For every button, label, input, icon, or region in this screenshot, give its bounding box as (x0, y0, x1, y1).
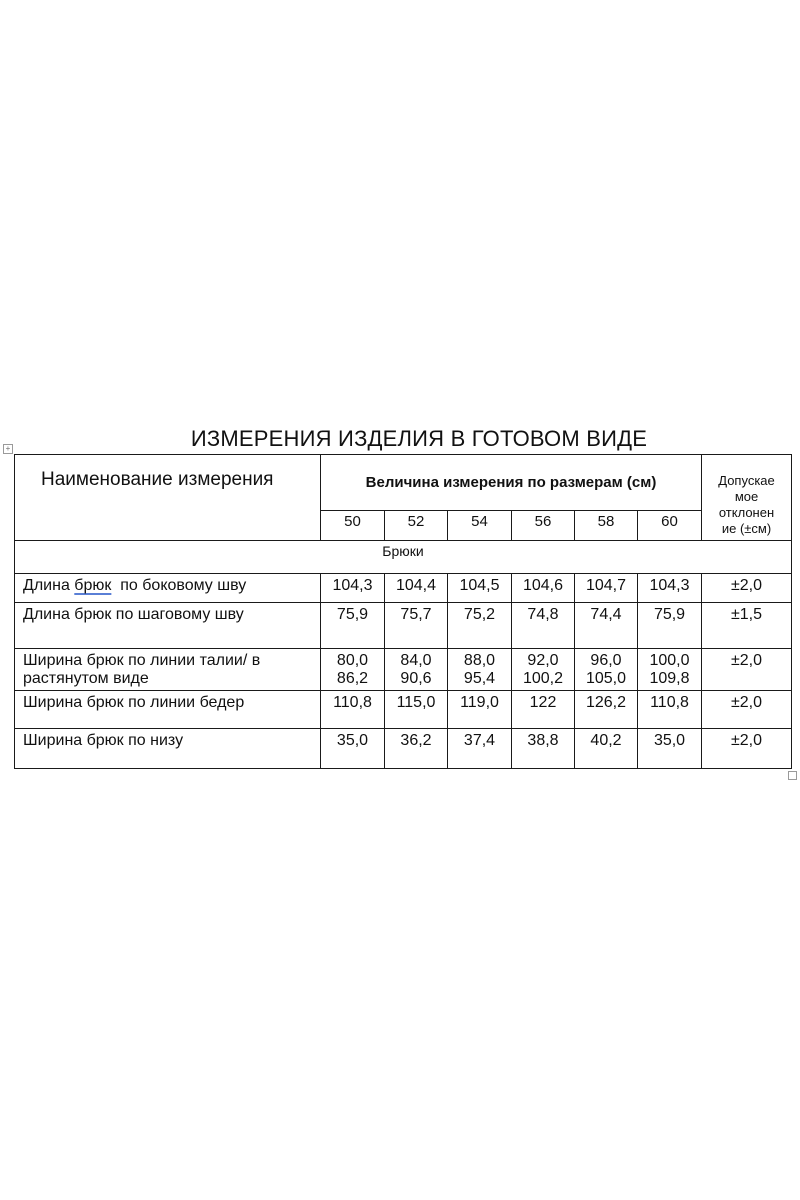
table-row (15, 603, 792, 649)
table-row (15, 574, 792, 603)
measurement-name (15, 574, 321, 603)
value-bottom: 105,0 (585, 670, 627, 687)
value-cell: 74,8 (512, 603, 575, 649)
measurement-name-line: Ширина брюк по линии талии/ в (23, 652, 261, 669)
value-top: 80,0 (336, 652, 369, 669)
table-row (15, 691, 792, 729)
value-bottom: 86,2 (336, 670, 369, 687)
value-cell: 126,2 (575, 691, 638, 729)
size-cell: 52 (385, 511, 448, 541)
value-bottom: 100,2 (522, 670, 564, 687)
tolerance-label-line: отклонен (718, 505, 775, 520)
value-cell: 75,2 (448, 603, 512, 649)
measurement-name (15, 649, 321, 691)
value-cell: 104,5 (448, 574, 512, 603)
section-row (15, 541, 792, 574)
value-cell: 122 (512, 691, 575, 729)
section-label: Брюки (15, 541, 792, 574)
value-cell: 36,2 (385, 729, 448, 769)
value-cell (575, 649, 638, 691)
value-cell (448, 649, 512, 691)
value-cell: 38,8 (512, 729, 575, 769)
value-cell (385, 649, 448, 691)
value-top: 100,0 (649, 652, 690, 669)
name-part-underlined: брюк (74, 577, 112, 594)
tolerance-label-line: мое (734, 489, 759, 504)
value-cell: 110,8 (321, 691, 385, 729)
tolerance-label-line: Допускае (718, 473, 775, 488)
tolerance-cell: ±2,0 (702, 729, 792, 769)
value-bottom: 109,8 (649, 670, 690, 687)
value-cell: 119,0 (448, 691, 512, 729)
value-cell: 75,9 (321, 603, 385, 649)
measurement-table (14, 454, 792, 769)
value-cell: 104,4 (385, 574, 448, 603)
value-top: 96,0 (590, 652, 622, 669)
value-top: 92,0 (527, 652, 559, 669)
value-cell: 104,3 (638, 574, 702, 603)
size-cell: 58 (575, 511, 638, 541)
value-cell: 37,4 (448, 729, 512, 769)
value-top: 84,0 (400, 652, 432, 669)
table-header-row (15, 455, 792, 511)
header-tolerance-cell (702, 455, 792, 541)
value-bottom: 95,4 (463, 670, 496, 687)
name-part: Длина (23, 577, 75, 594)
value-cell: 104,6 (512, 574, 575, 603)
header-name-cell: Наименование измерения (15, 455, 321, 541)
measurement-name: Ширина брюк по низу (15, 729, 321, 769)
page-title: ИЗМЕРЕНИЯ ИЗДЕЛИЯ В ГОТОВОМ ВИДЕ (190, 426, 648, 451)
value-cell: 35,0 (638, 729, 702, 769)
value-cell: 74,4 (575, 603, 638, 649)
table-move-handle-icon[interactable]: + (3, 444, 13, 454)
size-cell: 60 (638, 511, 702, 541)
value-cell: 115,0 (385, 691, 448, 729)
value-cell (321, 649, 385, 691)
value-cell (638, 649, 702, 691)
tolerance-cell: ±2,0 (702, 649, 792, 691)
tolerance-label-line: ие (±см) (721, 521, 772, 536)
tolerance-cell: ±1,5 (702, 603, 792, 649)
value-top: 88,0 (463, 652, 496, 669)
header-sizes-cell: Величина измерения по размерам (см) (321, 455, 702, 511)
measurement-name: Ширина брюк по линии бедер (15, 691, 321, 729)
value-cell: 110,8 (638, 691, 702, 729)
value-cell: 104,7 (575, 574, 638, 603)
size-cell: 56 (512, 511, 575, 541)
value-cell: 40,2 (575, 729, 638, 769)
table-row (15, 649, 792, 691)
value-cell: 104,3 (321, 574, 385, 603)
table-resize-handle-icon[interactable] (788, 771, 797, 780)
measurement-name: Длина брюк по шаговому шву (15, 603, 321, 649)
value-cell: 35,0 (321, 729, 385, 769)
value-bottom: 90,6 (400, 670, 432, 687)
size-cell: 54 (448, 511, 512, 541)
tolerance-cell: ±2,0 (702, 574, 792, 603)
value-cell: 75,9 (638, 603, 702, 649)
table-row (15, 729, 792, 769)
tolerance-cell: ±2,0 (702, 691, 792, 729)
value-cell (512, 649, 575, 691)
measurement-name-line: растянутом виде (23, 670, 149, 687)
name-part: по боковому шву (111, 577, 247, 594)
size-cell: 50 (321, 511, 385, 541)
value-cell: 75,7 (385, 603, 448, 649)
